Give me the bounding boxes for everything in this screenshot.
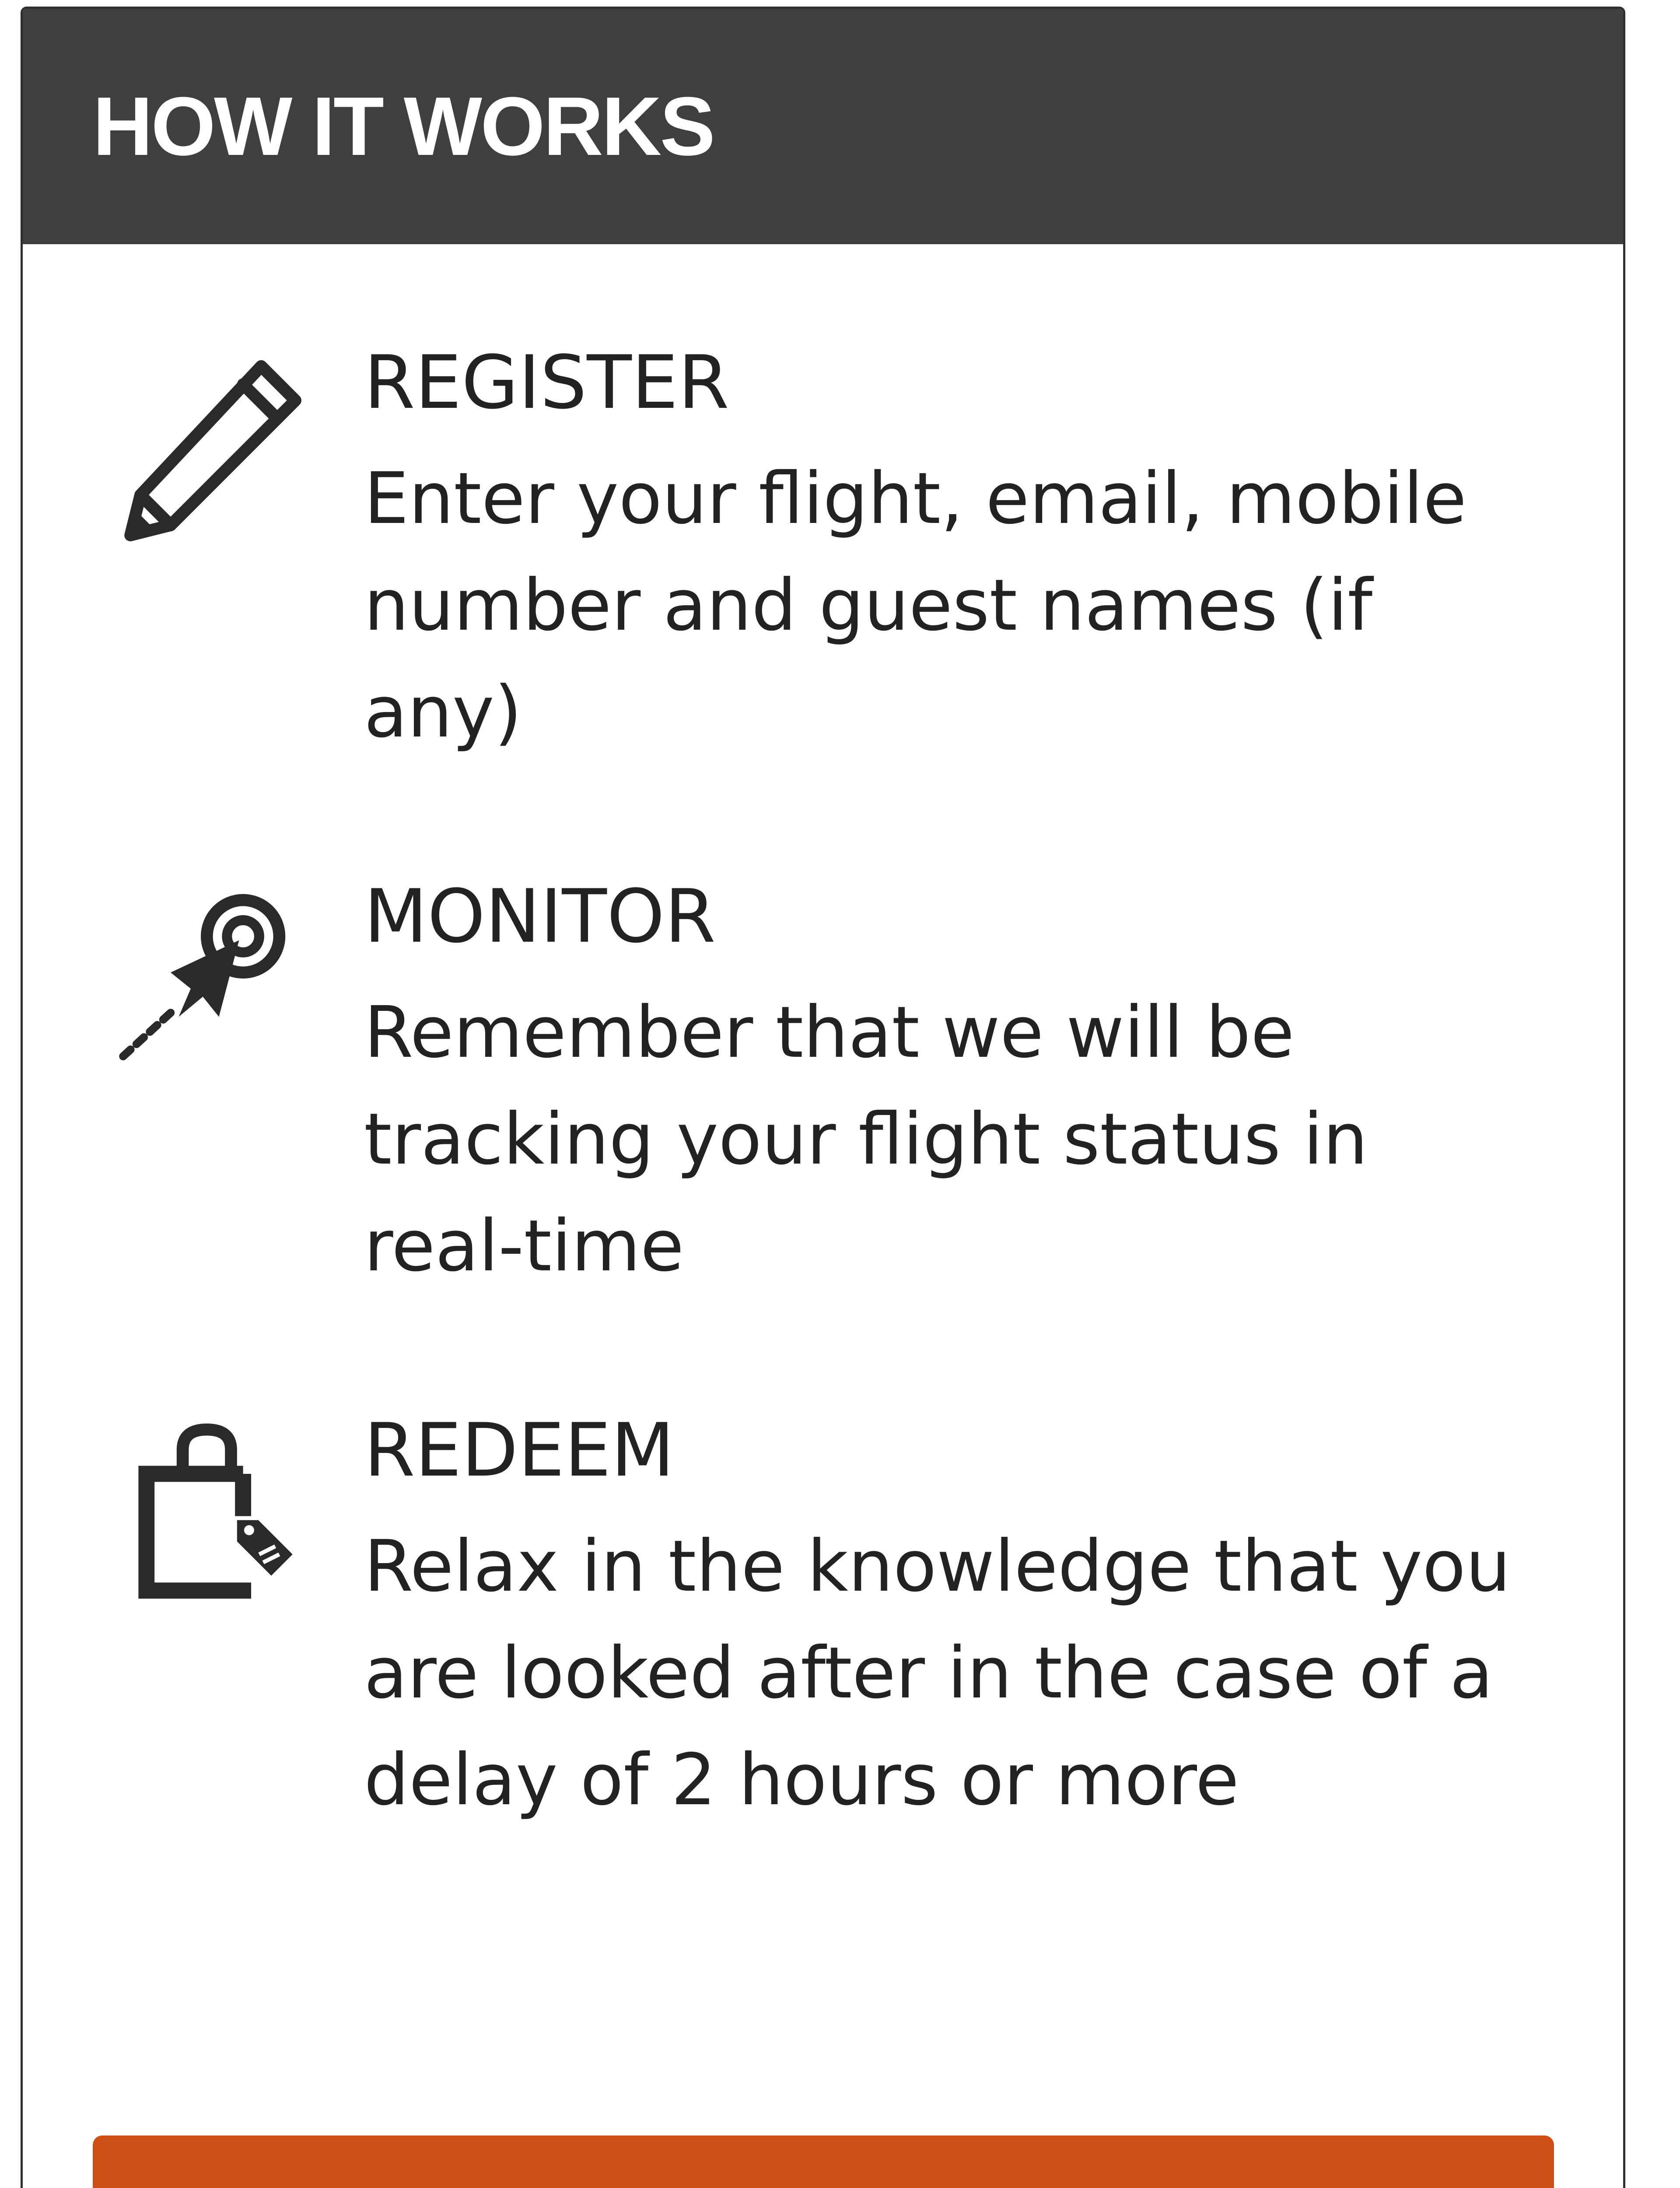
step-register-description: Enter your flight, email, mobile number and guest names (if any) <box>364 458 1467 754</box>
step-register-title: REGISTER <box>364 340 729 425</box>
step-redeem-title: REDEEM <box>364 1407 675 1493</box>
shopping-bag-tag-icon <box>110 1413 312 1615</box>
pencil-icon <box>110 350 312 551</box>
step-monitor-text <box>364 873 1545 1300</box>
how-it-works-panel <box>21 7 1625 2188</box>
panel-title: HOW IT WORKS <box>93 80 714 173</box>
plane-target-icon <box>110 884 312 1085</box>
step-redeem-description: Relax in the knowledge that you are looked after in the case of a delay of 2 hours or more <box>364 1525 1511 1821</box>
start-here-button[interactable] <box>93 2135 1554 2188</box>
step-register-text <box>364 340 1545 766</box>
step-redeem-text <box>364 1407 1545 1834</box>
step-monitor-title: MONITOR <box>364 873 716 959</box>
step-monitor-description: Remember that we will be tracking your flight status in real-time <box>364 992 1368 1287</box>
panel-header <box>23 9 1623 244</box>
